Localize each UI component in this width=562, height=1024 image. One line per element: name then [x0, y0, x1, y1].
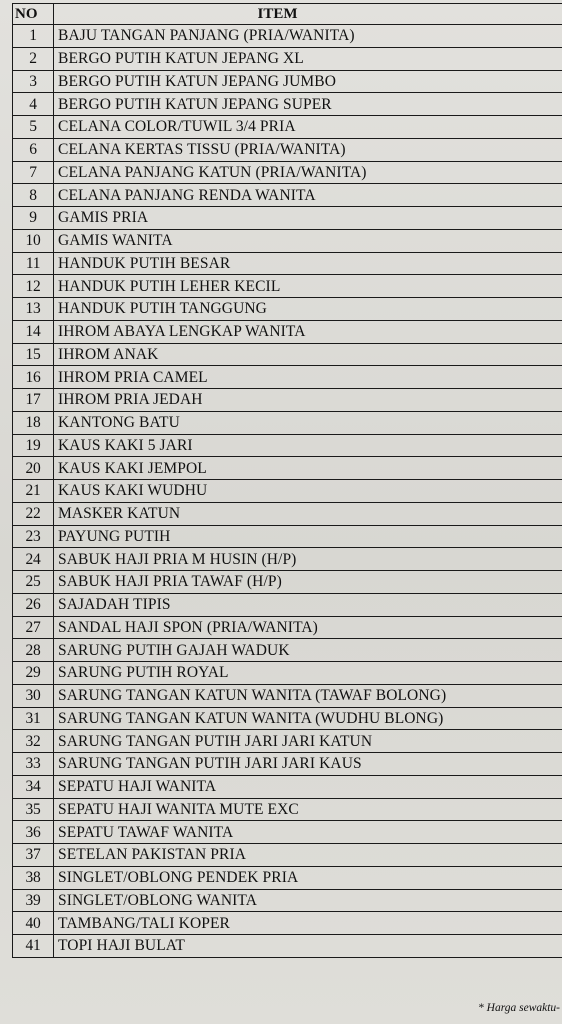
row-item-name: BAJU TANGAN PANJANG (PRIA/WANITA) [54, 25, 562, 48]
row-number: 9 [13, 207, 54, 230]
table-row [13, 25, 562, 48]
row-number: 3 [13, 70, 54, 93]
row-item-name: IHROM ANAK [54, 343, 562, 366]
row-number: 11 [13, 252, 54, 275]
row-item-name: PAYUNG PUTIH [54, 525, 562, 548]
row-item-name: CELANA PANJANG RENDA WANITA [54, 184, 562, 207]
table-row [13, 457, 562, 480]
row-item-name: HANDUK PUTIH LEHER KECIL [54, 275, 562, 298]
row-item-name: SABUK HAJI PRIA TAWAF (H/P) [54, 571, 562, 594]
row-number: 37 [13, 844, 54, 867]
row-item-name: IHROM PRIA CAMEL [54, 366, 562, 389]
row-item-name: TOPI HAJI BULAT [54, 935, 562, 958]
table-row [13, 411, 562, 434]
row-number: 40 [13, 912, 54, 935]
row-number: 41 [13, 935, 54, 958]
table-row [13, 662, 562, 685]
row-item-name: KANTONG BATU [54, 411, 562, 434]
row-number: 10 [13, 229, 54, 252]
row-number: 4 [13, 93, 54, 116]
table-row [13, 571, 562, 594]
row-number: 1 [13, 25, 54, 48]
table-row [13, 138, 562, 161]
table-row [13, 480, 562, 503]
row-item-name: SETELAN PAKISTAN PRIA [54, 844, 562, 867]
row-item-name: KAUS KAKI WUDHU [54, 480, 562, 503]
row-number: 13 [13, 298, 54, 321]
table-row [13, 548, 562, 571]
row-number: 30 [13, 684, 54, 707]
table-row [13, 821, 562, 844]
row-number: 31 [13, 707, 54, 730]
row-item-name: MASKER KATUN [54, 502, 562, 525]
row-number: 21 [13, 480, 54, 503]
row-item-name: SEPATU HAJI WANITA [54, 775, 562, 798]
row-number: 24 [13, 548, 54, 571]
table-row [13, 70, 562, 93]
row-item-name: IHROM ABAYA LENGKAP WANITA [54, 320, 562, 343]
table-row [13, 707, 562, 730]
row-number: 27 [13, 616, 54, 639]
row-number: 32 [13, 730, 54, 753]
row-number: 34 [13, 775, 54, 798]
row-number: 29 [13, 662, 54, 685]
footer-note: * Harga sewaktu- [478, 1002, 560, 1014]
row-item-name: BERGO PUTIH KATUN JEPANG SUPER [54, 93, 562, 116]
table-row [13, 593, 562, 616]
item-table [12, 3, 562, 958]
row-number: 23 [13, 525, 54, 548]
row-number: 22 [13, 502, 54, 525]
row-number: 2 [13, 47, 54, 70]
table-row [13, 434, 562, 457]
row-number: 19 [13, 434, 54, 457]
row-item-name: GAMIS WANITA [54, 229, 562, 252]
row-item-name: IHROM PRIA JEDAH [54, 389, 562, 412]
row-item-name: BERGO PUTIH KATUN JEPANG XL [54, 47, 562, 70]
table-row [13, 753, 562, 776]
table-row [13, 502, 562, 525]
row-number: 20 [13, 457, 54, 480]
row-item-name: GAMIS PRIA [54, 207, 562, 230]
row-number: 5 [13, 116, 54, 139]
row-item-name: SARUNG PUTIH GAJAH WADUK [54, 639, 562, 662]
row-number: 8 [13, 184, 54, 207]
table-row [13, 775, 562, 798]
row-number: 38 [13, 866, 54, 889]
column-header-no: NO [13, 4, 54, 25]
row-number: 7 [13, 161, 54, 184]
row-item-name: SEPATU HAJI WANITA MUTE EXC [54, 798, 562, 821]
row-item-name: SANDAL HAJI SPON (PRIA/WANITA) [54, 616, 562, 639]
row-number: 25 [13, 571, 54, 594]
row-item-name: HANDUK PUTIH TANGGUNG [54, 298, 562, 321]
row-item-name: SARUNG TANGAN KATUN WANITA (WUDHU BLONG) [54, 707, 562, 730]
table-row [13, 684, 562, 707]
table-row [13, 798, 562, 821]
table-row [13, 298, 562, 321]
table-row [13, 935, 562, 958]
row-item-name: CELANA PANJANG KATUN (PRIA/WANITA) [54, 161, 562, 184]
table-row [13, 639, 562, 662]
row-item-name: SINGLET/OBLONG WANITA [54, 889, 562, 912]
table-row [13, 116, 562, 139]
row-item-name: CELANA KERTAS TISSU (PRIA/WANITA) [54, 138, 562, 161]
table-row [13, 389, 562, 412]
row-number: 6 [13, 138, 54, 161]
row-number: 17 [13, 389, 54, 412]
table-row [13, 47, 562, 70]
table-row [13, 229, 562, 252]
table-row [13, 275, 562, 298]
row-number: 12 [13, 275, 54, 298]
table-header-row [13, 4, 562, 25]
row-item-name: SINGLET/OBLONG PENDEK PRIA [54, 866, 562, 889]
table-row [13, 844, 562, 867]
table-row [13, 252, 562, 275]
table-body [13, 25, 562, 958]
row-item-name: SARUNG TANGAN PUTIH JARI JARI KAUS [54, 753, 562, 776]
row-number: 28 [13, 639, 54, 662]
table-row [13, 616, 562, 639]
table-row [13, 889, 562, 912]
table-row [13, 366, 562, 389]
row-number: 18 [13, 411, 54, 434]
table-row [13, 93, 562, 116]
row-number: 16 [13, 366, 54, 389]
row-number: 36 [13, 821, 54, 844]
table-row [13, 184, 562, 207]
row-item-name: HANDUK PUTIH BESAR [54, 252, 562, 275]
row-item-name: KAUS KAKI JEMPOL [54, 457, 562, 480]
table-row [13, 320, 562, 343]
row-item-name: SARUNG PUTIH ROYAL [54, 662, 562, 685]
row-number: 14 [13, 320, 54, 343]
row-item-name: CELANA COLOR/TUWIL 3/4 PRIA [54, 116, 562, 139]
column-header-item: ITEM [54, 4, 562, 25]
row-item-name: SARUNG TANGAN PUTIH JARI JARI KATUN [54, 730, 562, 753]
table-row [13, 343, 562, 366]
row-item-name: BERGO PUTIH KATUN JEPANG JUMBO [54, 70, 562, 93]
table-row [13, 730, 562, 753]
row-item-name: SAJADAH TIPIS [54, 593, 562, 616]
row-item-name: TAMBANG/TALI KOPER [54, 912, 562, 935]
table-row [13, 866, 562, 889]
row-number: 33 [13, 753, 54, 776]
table-row [13, 525, 562, 548]
row-number: 15 [13, 343, 54, 366]
row-number: 26 [13, 593, 54, 616]
row-item-name: SABUK HAJI PRIA M HUSIN (H/P) [54, 548, 562, 571]
table-row [13, 207, 562, 230]
row-number: 35 [13, 798, 54, 821]
row-number: 39 [13, 889, 54, 912]
row-item-name: SEPATU TAWAF WANITA [54, 821, 562, 844]
table-row [13, 912, 562, 935]
row-item-name: SARUNG TANGAN KATUN WANITA (TAWAF BOLONG) [54, 684, 562, 707]
table-row [13, 161, 562, 184]
row-item-name: KAUS KAKI 5 JARI [54, 434, 562, 457]
